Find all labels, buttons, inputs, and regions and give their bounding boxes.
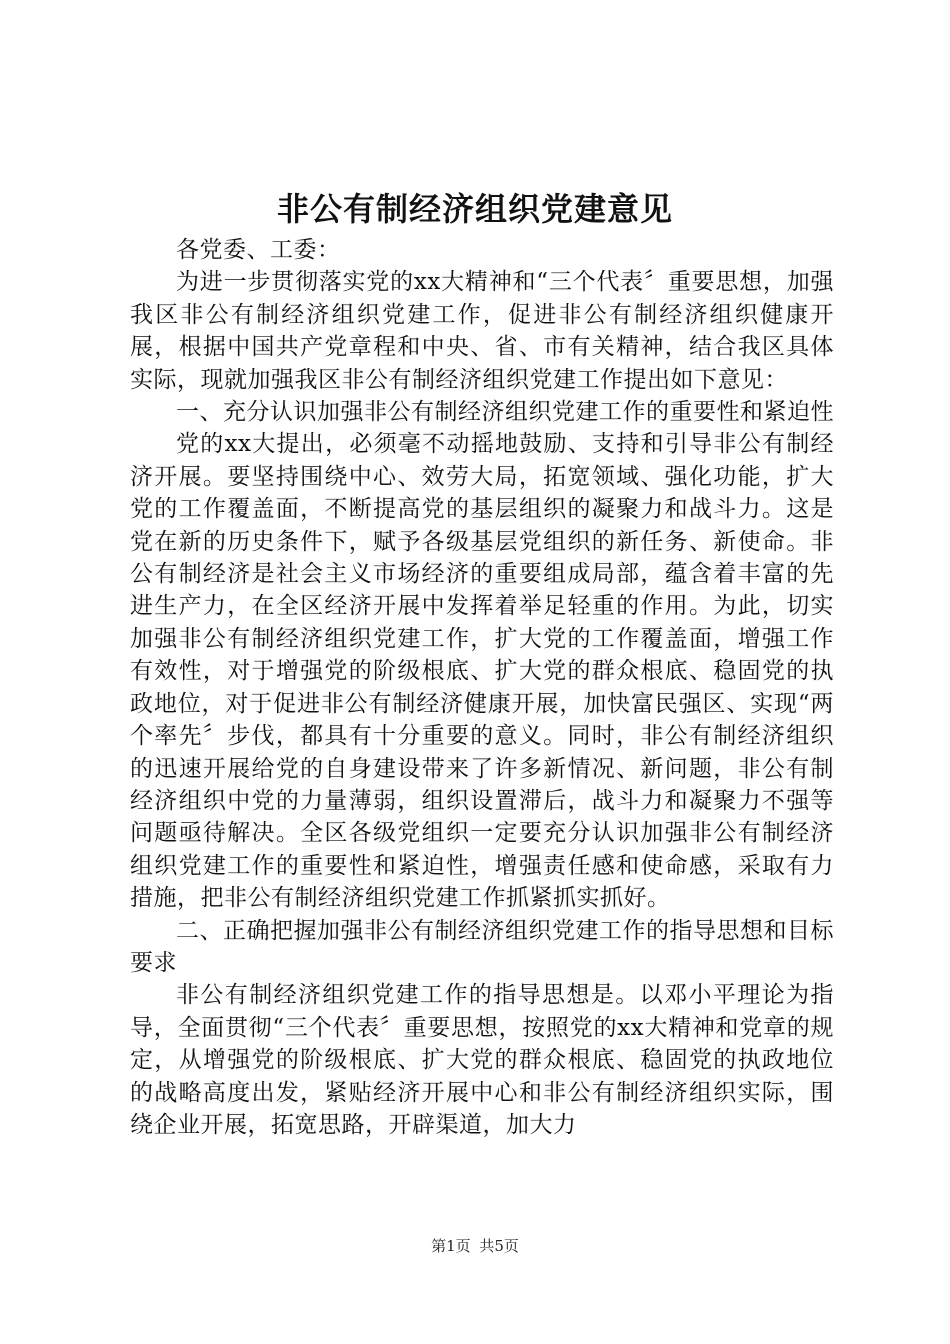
section-heading-1: 一、充分认识加强非公有制经济组织党建工作的重要性和紧迫性 (176, 399, 834, 426)
section-1-paragraph: 党的xx大提出，必须毫不动摇地鼓励、支持和引导非公有制经济开展。要坚持围绕中心、效劳大局，拓宽领域、强化功能，扩大党的工作覆盖面，不断提高党的基层组织的凝聚力和战斗力。这是党在新的历史条件下，赋予各级基层党组织的新任务、新使命。非公有制经济是社会主义市场经济的重要组成局部，蕴含着丰富的先进生产力，在全区经济开展中发挥着举足轻重的作用。为此，切实加强非公有制经济组织党建工作，扩大党的工作覆盖面，增强工作有效性，对于增强党的阶级根底、扩大党的群众根底、稳固党的执政地位，对于促进非公有制经济健康开展，加快富民强区、实现“两个率先〞步伐，都具有十分重要的意义。同时，非公有制经济组织的迅速开展给党的自身建设带来了许多新情况、新问题，非公有制经济组织中党的力量薄弱，组织设置滞后，战斗力和凝聚力不强等问题亟待解决。全区各级党组织一定要充分认识加强非公有制经济组织党建工作的重要性和紧迫性，增强责任感和使命感，采取有力措施，把非公有制经济组织党建工作抓紧抓实抓好。 (130, 431, 834, 912)
intro-paragraph: 为进一步贯彻落实党的xx大精神和“三个代表〞重要思想，加强我区非公有制经济组织党建工作，促进非公有制经济组织健康开展，根据中国共产党章程和中央、省、市有关精神，结合我区具体实际，现就加强我区非公有制经济组织党建工作提出如下意见： (130, 269, 834, 393)
salutation: 各党委、工委： (176, 237, 341, 263)
page-total: 共5页 (479, 1237, 519, 1255)
section-2-paragraph: 非公有制经济组织党建工作的指导思想是。以邓小平理论为指导，全面贯彻“三个代表〞重要思想，按照党的xx大精神和党章的规定，从增强党的阶级根底、扩大党的群众根底、稳固党的执政地位的战略高度出发，紧贴经济开展中心和非公有制经济组织实际，围绕企业开展，拓宽思路，开辟渠道，加大力 (130, 982, 834, 1138)
document-body (130, 234, 834, 1141)
document-title: 非公有制经济组织党建意见 (276, 190, 673, 228)
page-number: 第1页 (431, 1237, 471, 1255)
section-heading-2: 二、正确把握加强非公有制经济组织党建工作的指导思想和目标要求 (130, 917, 834, 976)
page-footer (0, 1236, 950, 1256)
